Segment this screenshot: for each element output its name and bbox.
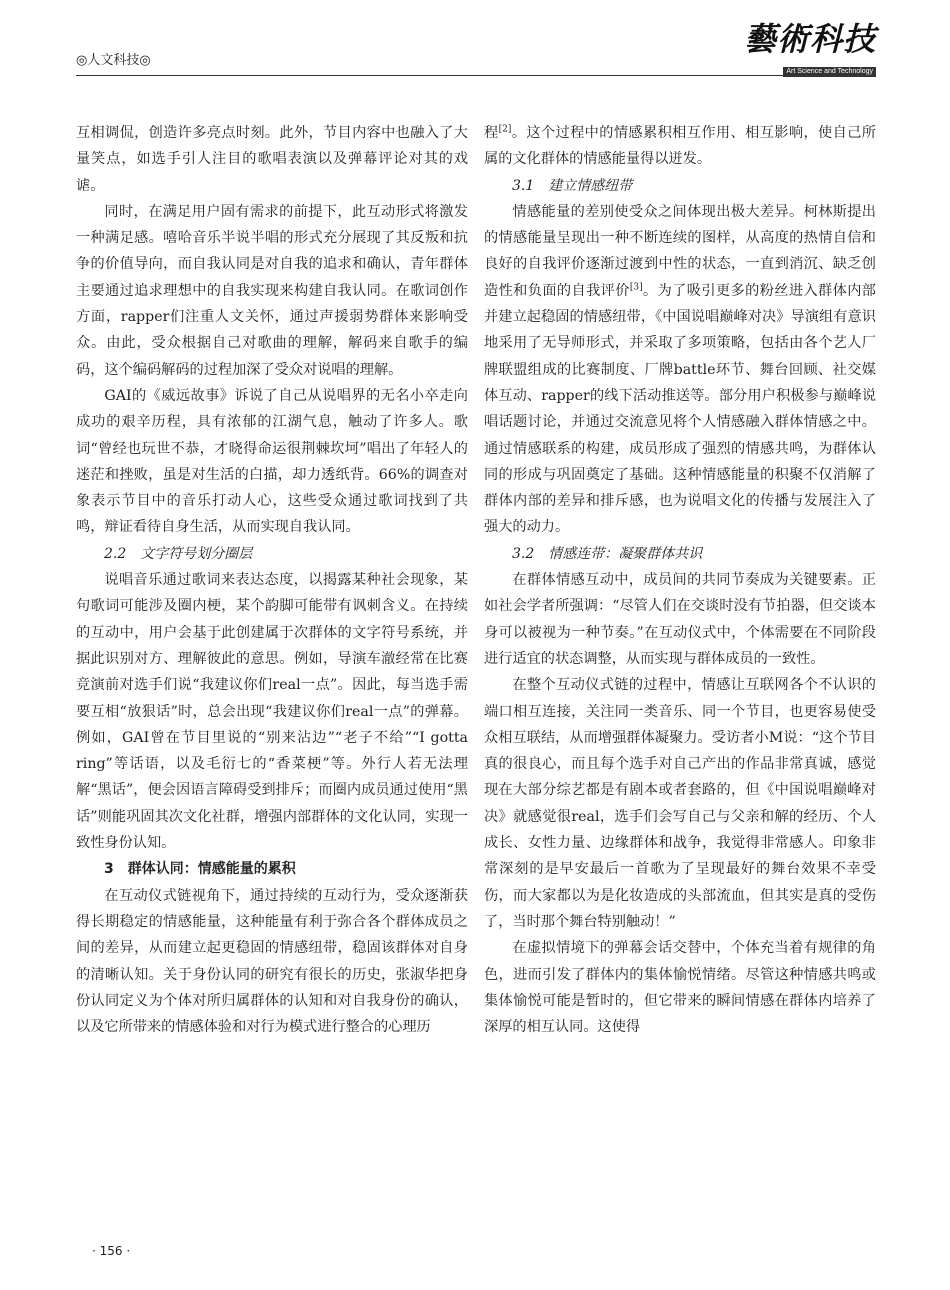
paragraph: 互相调侃，创造许多亮点时刻。此外，节目内容中也融入了大量笑点，如选手引人注目的歌唱表演以及弹幕评论对其的戏谑。 bbox=[76, 125, 468, 194]
page-number: · 156 · bbox=[92, 1244, 131, 1258]
section-heading-3-1: 3.1 建立情感纽带 bbox=[512, 177, 633, 194]
section-label: ◎人文科技◎ bbox=[76, 53, 151, 68]
paragraph: 在互动仪式链视角下，通过持续的互动行为，受众逐渐获得长期稳定的情感能量，这种能量有利于弥合各个群体成员之间的差异，从而建立起更稳固的情感纽带，稳固该群体对自身的清晰认知。关于身份认同的研究有很长的历史，张淑华把身份认同定义为个体对所归属群体的认知和对自我身份的确认，以及它所带来的情感体验和对行为模式进行整合的心理历 bbox=[76, 887, 468, 1036]
paragraph: 说唱音乐通过歌词来表达态度，以揭露某种社会现象，某句歌词可能涉及圈内梗，某个韵脚可能带有讽刺含义。在持续的互动中，用户会基于此创建属于次群体的文字符号系统，并据此识别对方、理解彼此的意思。例如，导演车澈经常在比赛竞演前对选手们说“我建议你们real一点”。因此，每当选手需要互相“放狠话”时，总会出现“我建议你们real一点”的弹幕。例如，GAI曾在节目里说的“别来沾边”“老子不给”“I gotta ring”等话语，以及毛衍七的“香菜梗”等。外行人若无法理解“黑话”，便会因语言障碍受到排斥；而圈内成员通过使用“黑话”则能巩固其次文化社群，增强内部群体的文化认同，实现一致性身份认知。 bbox=[76, 572, 468, 852]
text-run: 。这个过程中的情感累积相互作用、相互影响，使自己所属的文化群体的情感能量得以迸发。 bbox=[484, 125, 876, 168]
paragraph: GAI的《威远故事》诉说了自己从说唱界的无名小卒走向成功的艰辛历程，具有浓郁的江湖气息，触动了许多人。歌词“曾经也玩世不恭，才晓得命运很荆棘坎坷”唱出了年轻人的迷茫和挫败，虽是对生活的白描，却力透纸背。66%的调查对象表示节目中的音乐打动人心，这些受众通过歌词找到了共鸣，辩证看待自身生活，从而实现自我认同。 bbox=[76, 387, 468, 536]
paragraph: 在群体情感互动中，成员间的共同节奏成为关键要素。正如社会学者所强调：“尽管人们在交谈时没有节拍器，但交谈本身可以被视为一种节奏。”在互动仪式中，个体需要在不同阶段进行适宜的状态调整，从而实现与群体成员的一致性。 bbox=[484, 572, 876, 667]
paragraph: 在整个互动仪式链的过程中，情感让互联网各个不认识的端口相互连接，关注同一类音乐、同一个节目，也更容易使受众相互联结，从而增强群体凝聚力。受访者小M说：“这个节目真的很良心，而且每个选手对自己产出的作品非常真诚，感觉现在大部分综艺都是有剧本或者套路的，但《中国说唱巅峰对决》就感觉很real，选手们会写自己与父亲和解的经历、个人成长、女性力量、边缘群体和战争，我觉得非常感人。印象非常深刻的是早安最后一首歌为了呈现最好的舞台效果不幸受伤，而大家都以为是化妆造成的头部流血，但其实是真的受伤了，当时那个舞台特别触动！” bbox=[484, 677, 876, 930]
paragraph bbox=[484, 199, 876, 541]
left-column bbox=[76, 120, 468, 1040]
text-run: 情感能量的差别使受众之间体现出极大差异。柯林斯提出的情感能量呈现出一种不断连续的图样，从高度的热情自信和良好的自我评价逐渐过渡到中性的状态，一直到消沉、缺乏创造性和负面的自我评价 bbox=[484, 203, 876, 299]
page-header bbox=[76, 20, 876, 76]
citation-ref: [3] bbox=[629, 282, 643, 293]
section-heading-2-2: 2.2 文字符号划分圈层 bbox=[104, 545, 253, 562]
section-heading-3: 3 群体认同：情感能量的累积 bbox=[104, 861, 296, 878]
paragraph bbox=[484, 120, 876, 173]
journal-logo bbox=[726, 20, 876, 75]
right-column bbox=[484, 120, 876, 1040]
paragraph: 同时，在满足用户固有需求的前提下，此互动形式将激发一种满足感。嘻哈音乐半说半唱的形式充分展现了其反叛和抗争的价值导向，而自我认同是对自我的追求和确认，青年群体主要通过追求理想中的自我实现来构建自我认同。在歌词创作方面，rapper们注重人文关怀，通过声援弱势群体来影响受众。由此，受众根据自己对歌曲的理解，解码来自歌手的编码，这个编码解码的过程加深了受众对说唱的理解。 bbox=[76, 203, 468, 378]
logo-chinese: 藝術科技 bbox=[743, 20, 876, 58]
header-rule bbox=[76, 75, 876, 76]
text-run: 程 bbox=[484, 125, 499, 141]
text-run: 。为了吸引更多的粉丝进入群体内部并建立起稳固的情感纽带，《中国说唱巅峰对决》导演组有意识地采用了无导师形式，并采取了多项策略，包括由各个艺人厂牌联盟组成的比赛制度、厂牌battle环节、舞台回顾、社交媒体互动、rapper的线下活动推送等。部分用户积极参与巅峰说唱话题讨论，并通过交流意见将个人情感融入群体情感之中。通过情感联系的构建，成员形成了强烈的情感共鸣，为群体认同的形成与巩固奠定了基础。这种情感能量的积聚不仅消解了群体内部的差异和排斥感，也为说唱文化的传播与发展注入了强大的动力。 bbox=[484, 282, 876, 536]
citation-ref: [2] bbox=[498, 124, 512, 135]
section-heading-3-2: 3.2 情感连带：凝聚群体共识 bbox=[512, 545, 703, 562]
paragraph: 在虚拟情境下的弹幕会话交替中，个体充当着有规律的角色，进而引发了群体内的集体愉悦情绪。尽管这种情感共鸣或集体愉悦可能是暂时的，但它带来的瞬间情感在群体内培养了深厚的相互认同。这使得 bbox=[484, 940, 876, 1036]
logo-english: Art Science and Technology bbox=[783, 67, 876, 77]
